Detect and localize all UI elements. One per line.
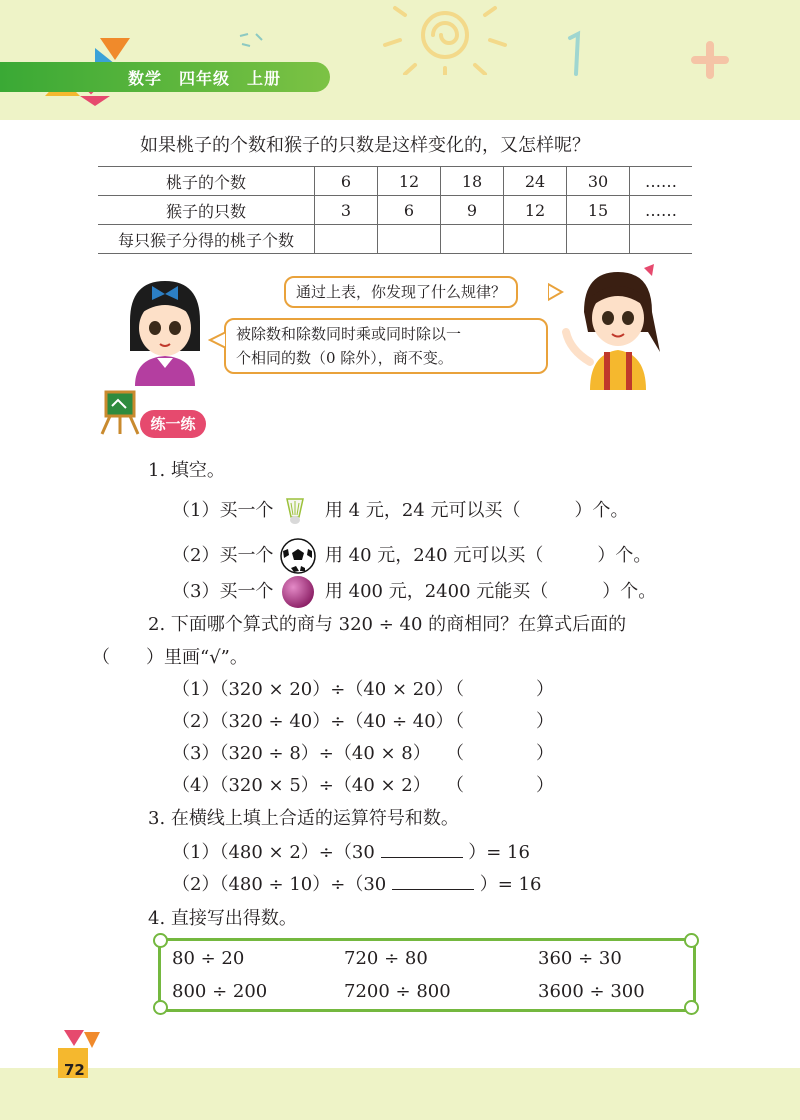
- math-item: 3600 ÷ 300: [538, 981, 645, 1002]
- row-label: 桃子的个数: [98, 167, 315, 196]
- bubble-tail: [548, 282, 564, 302]
- answer-line-2: 个相同的数（0 除外），商不变。: [236, 349, 453, 367]
- row-label: 每只猴子分得的桃子个数: [98, 225, 315, 254]
- row-label: 猴子的只数: [98, 196, 315, 225]
- girl-right-illustration: [556, 262, 666, 390]
- math-item: 360 ÷ 30: [538, 948, 622, 969]
- header-title: 数学 四年级 上册: [128, 69, 282, 88]
- math-item: 800 ÷ 200: [172, 981, 268, 1002]
- math-item: 720 ÷ 80: [344, 948, 428, 969]
- q2-line-1: 2. 下面哪个算式的商与 320 ÷ 40 的商相同？在算式后面的: [148, 614, 627, 635]
- answer-cell[interactable]: [315, 225, 378, 254]
- number-one-icon: [560, 30, 590, 80]
- peach-monkey-table: [98, 166, 692, 254]
- intro-question: 如果桃子的个数和猴子的只数是这样变化的，又怎样呢？: [140, 135, 590, 156]
- q2-expr-2: （2）（320 ÷ 40）÷（40 ÷ 40）: [172, 711, 454, 732]
- question-bubble: 通过上表，你发现了什么规律？: [284, 276, 518, 308]
- q3-item-2: [172, 870, 541, 896]
- corner-dot: [684, 1000, 699, 1015]
- q1-item-suffix: 用 40 元，240 元可以买（ ）个。: [324, 545, 652, 566]
- q2-answer-paren-4[interactable]: （ ）: [446, 775, 554, 796]
- answer-cell[interactable]: [378, 225, 441, 254]
- q1-item-suffix: 用 400 元，2400 元能买（ ）个。: [324, 581, 657, 602]
- bottom-band: [0, 1068, 800, 1120]
- easel-icon: [98, 388, 140, 436]
- q2-line-2: （ ）里画“√”。: [92, 647, 248, 668]
- q3-item-prefix: （2）（480 ÷ 10）÷（30: [172, 874, 387, 895]
- q1-item-3: [172, 574, 656, 610]
- table-row: [98, 167, 692, 196]
- q3-item-prefix: （1）（480 × 2）÷（30: [172, 842, 375, 863]
- table-cell: 6: [378, 196, 441, 225]
- sun-icon: [380, 0, 510, 75]
- sparkle-icon: [236, 30, 266, 50]
- corner-dot: [684, 933, 699, 948]
- corner-dot: [153, 1000, 168, 1015]
- table-row: [98, 225, 692, 254]
- q3-item-1: [172, 838, 530, 864]
- table-cell: 9: [441, 196, 504, 225]
- q1-item-1: [172, 495, 628, 527]
- table-cell: 18: [441, 167, 504, 196]
- q2-answer-paren-2[interactable]: （ ）: [446, 711, 554, 732]
- table-cell: 3: [315, 196, 378, 225]
- q3-title: 3. 在横线上填上合适的运算符号和数。: [148, 808, 459, 829]
- answer-cell[interactable]: [441, 225, 504, 254]
- q2-expr-4: （4）（320 × 5）÷（40 × 2）: [172, 775, 431, 796]
- q3-item-suffix: ）= 16: [479, 874, 542, 895]
- table-cell: 15: [567, 196, 630, 225]
- table-cell: 24: [504, 167, 567, 196]
- q2-answer-paren-3[interactable]: （ ）: [446, 743, 554, 764]
- q1-item-suffix: 用 4 元，24 元可以买（ ）个。: [324, 500, 629, 521]
- fill-in-blank[interactable]: [381, 841, 463, 858]
- answer-bubble: [224, 318, 548, 374]
- soccer-ball-icon: [279, 537, 319, 575]
- q1-item-2: [172, 537, 651, 575]
- table-row: [98, 196, 692, 225]
- bowling-ball-icon: [279, 574, 319, 610]
- table-cell: ……: [630, 167, 693, 196]
- q2-expr-1: （1）（320 × 20）÷（40 × 20）: [172, 679, 454, 700]
- table-cell: 12: [378, 167, 441, 196]
- table-cell: 6: [315, 167, 378, 196]
- answer-cell[interactable]: [504, 225, 567, 254]
- q3-item-suffix: ）= 16: [468, 842, 530, 863]
- q2-answer-paren-1[interactable]: （ ）: [446, 679, 554, 700]
- q2-expr-3: （3）（320 ÷ 8）÷（40 × 8）: [172, 743, 431, 764]
- plus-icon: [690, 40, 730, 80]
- table-cell: 12: [504, 196, 567, 225]
- practice-badge: 练一练: [140, 410, 206, 438]
- q4-title: 4. 直接写出得数。: [148, 908, 297, 929]
- fill-in-blank[interactable]: [392, 873, 474, 890]
- q1-item-prefix: （3）买一个: [172, 581, 274, 602]
- girl-left-illustration: [120, 276, 210, 386]
- answer-cell[interactable]: [567, 225, 630, 254]
- math-item: 7200 ÷ 800: [344, 981, 451, 1002]
- corner-dot: [153, 933, 168, 948]
- table-cell: 30: [567, 167, 630, 196]
- q1-item-prefix: （1）买一个: [172, 500, 274, 521]
- q1-item-prefix: （2）买一个: [172, 545, 274, 566]
- answer-cell[interactable]: [630, 225, 693, 254]
- math-item: 80 ÷ 20: [172, 948, 245, 969]
- answer-line-1: 被除数和除数同时乘或同时除以一: [236, 325, 462, 343]
- table-cell: ……: [630, 196, 693, 225]
- shuttlecock-icon: [279, 495, 319, 527]
- bubble-tail: [208, 330, 226, 350]
- q1-title: 1. 填空。: [148, 460, 225, 481]
- page-number: 72: [64, 1061, 85, 1079]
